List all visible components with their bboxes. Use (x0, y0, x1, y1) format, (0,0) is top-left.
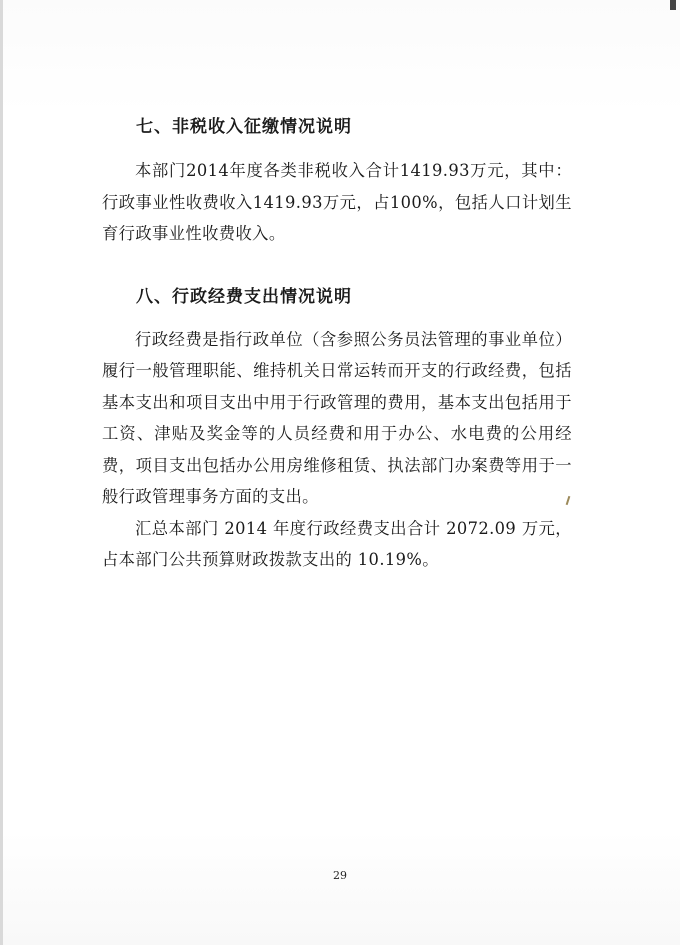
scan-corner-mark (670, 0, 676, 10)
section-paragraph: 行政经费是指行政单位（含参照公务员法管理的事业单位）履行一般管理职能、维持机关日常运转而开支的行政经费，包括基本支出和项目支出中用于行政管理的费用，基本支出包括用于工资、津贴及奖金等的人员经费和用于办公、水电费的公用经费，项目支出包括办公用房维修租赁、执法部门办案费等用于一般行政管理事务方面的支出。 (102, 329, 572, 506)
page-number: 29 (333, 869, 347, 882)
scan-edge (0, 0, 3, 945)
section-paragraph: 汇总本部门 2014 年度行政经费支出合计 2072.09 万元，占本部门公共预算财政拨款支出的 10.19%。 (102, 518, 572, 569)
section-heading: 八、行政经费支出情况说明 (136, 286, 352, 307)
section-non-tax-income (102, 113, 572, 250)
section-heading: 七、非税收入征缴情况说明 (136, 117, 352, 137)
section-administrative-expenses (102, 283, 572, 576)
section-paragraph: 本部门2014年度各类非税收入合计1419.93万元，其中：行政事业性收费收入1419.93万元，占100%，包括人口计划生育行政事业性收费收入。 (102, 161, 572, 243)
document-body (102, 113, 572, 576)
